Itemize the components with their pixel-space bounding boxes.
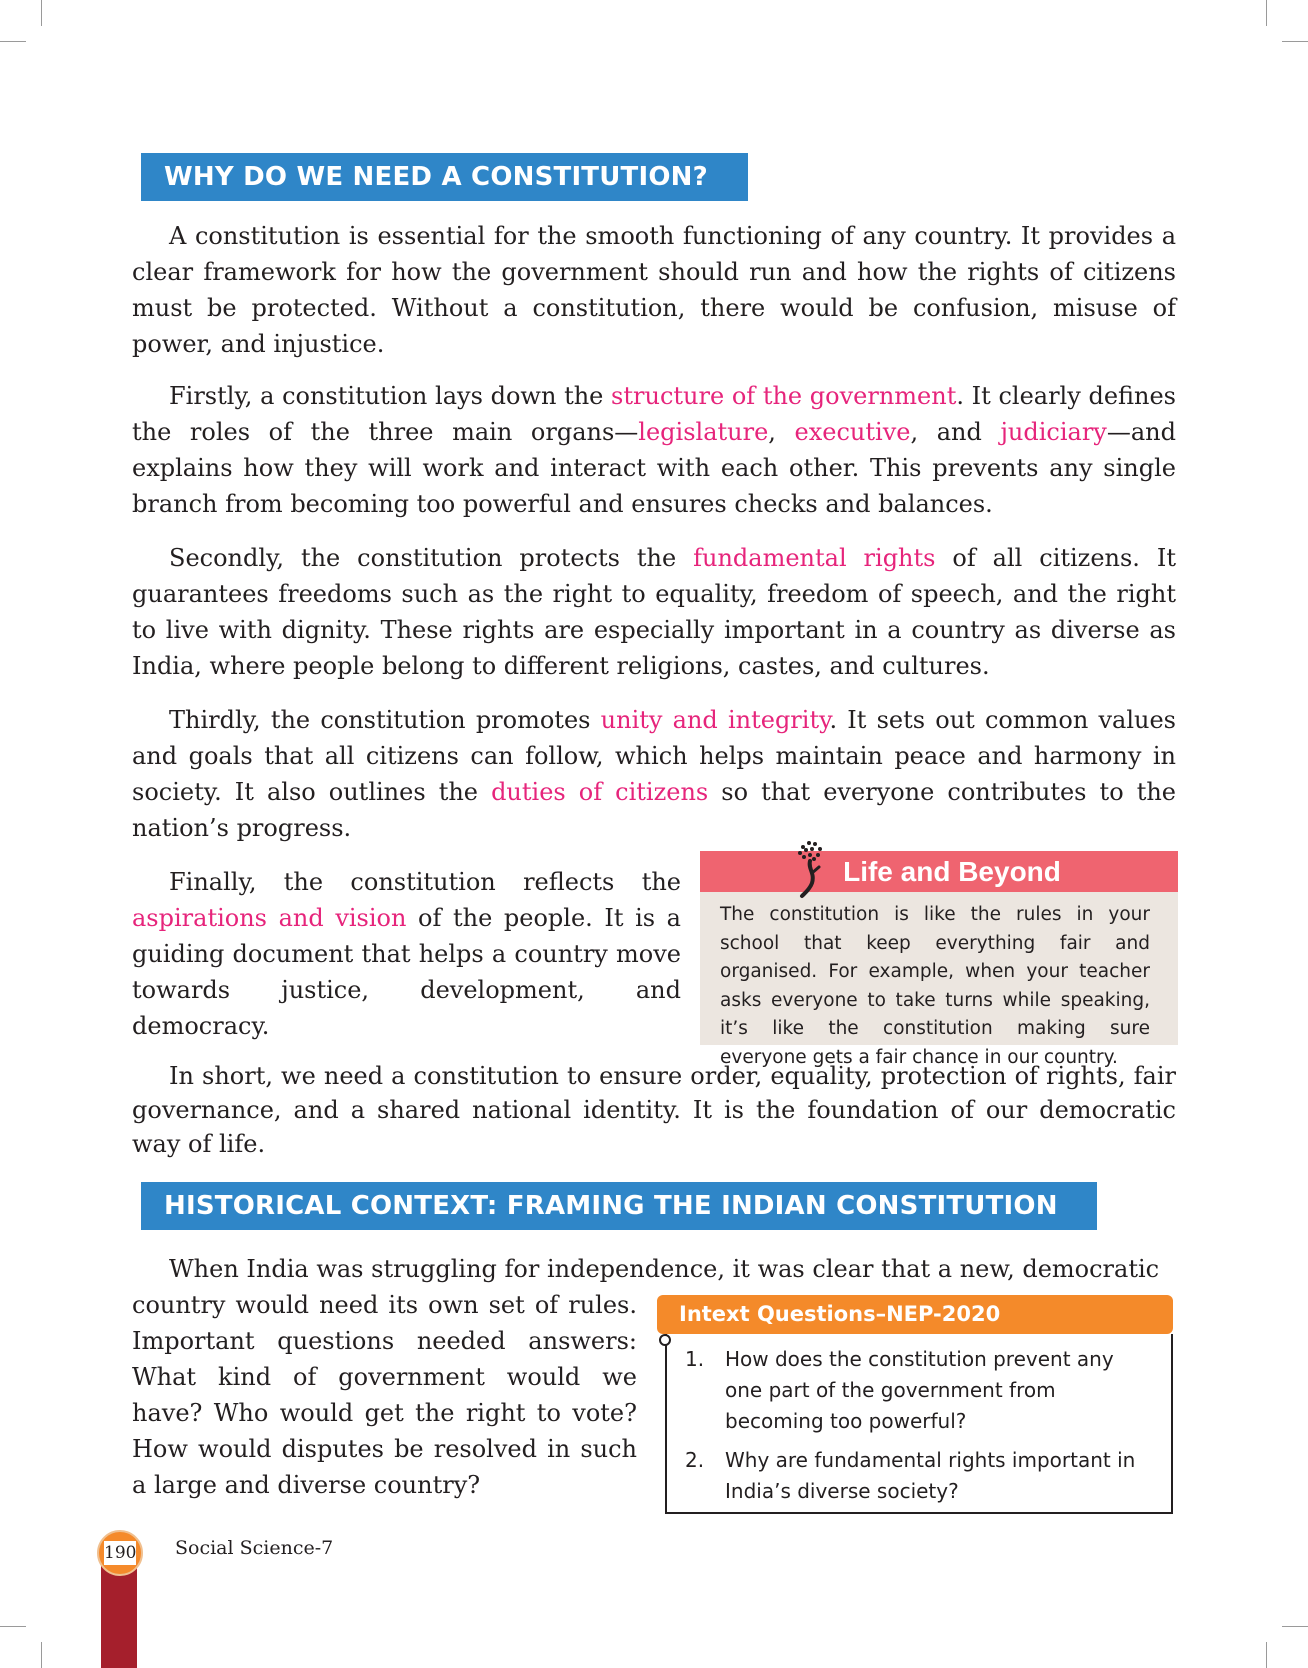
text: , and <box>910 418 1001 446</box>
crop-mark <box>41 0 42 26</box>
highlight-judiciary: judiciary <box>1000 418 1107 446</box>
crop-mark <box>1266 0 1267 26</box>
intext-questions-header: Intext Questions–NEP-2020 <box>657 1295 1173 1334</box>
text: so that everyone contributes to the nation’s progress. <box>132 778 1177 842</box>
text: Secondly, the constitution protects the <box>169 544 694 572</box>
highlight-executive: executive <box>794 418 911 446</box>
text: of all citizens. It guarantees freedoms such as the right to equality, freedom of speech, and the right to live with dignity. These rights are especially important in a country as diverse as India, where people belong to different religions, castes, and cultures. <box>132 544 1176 680</box>
text: , <box>768 418 795 446</box>
question-item <box>685 1344 1155 1437</box>
page-number-badge <box>97 1530 143 1576</box>
crop-mark <box>1266 1642 1267 1668</box>
paragraph-history: country would need its own set of rules. Important questions needed answers: What kind of government would we have? Who would get the right to vote? How would disputes be resolved in such a large and diverse country? <box>132 1291 637 1499</box>
tree-person-icon <box>795 837 827 899</box>
text: Firstly, a constitution lays down the <box>169 382 612 410</box>
paragraph-structure <box>132 378 1176 522</box>
question-number: 1. <box>685 1347 705 1371</box>
connector-dot <box>659 1334 671 1346</box>
crop-mark <box>41 1642 42 1668</box>
book-title: Social Science-7 <box>175 1537 334 1559</box>
text: . It clearly defines the roles of the three main organs— <box>132 382 1177 446</box>
highlight-structure: structure of the government <box>611 382 957 410</box>
intext-questions-box <box>665 1334 1173 1514</box>
life-and-beyond-box <box>700 851 1178 1068</box>
highlight-fundamental-rights: fundamental rights <box>693 544 936 572</box>
section-heading-why-constitution: WHY DO WE NEED A CONSTITUTION? <box>141 153 748 201</box>
text: Thirdly, the constitution promotes <box>169 706 601 734</box>
highlight-legislature: legislature <box>638 418 769 446</box>
highlight-duties: duties of citizens <box>491 778 709 806</box>
paragraph-history-first-line: When India was struggling for independence, it was clear that a new, democratic <box>169 1255 1160 1283</box>
paragraph-summary: In short, we need a constitution to ensure order, equality, protection of rights, fair governance, and a shared national identity. It is the foundation of our democratic way of life. <box>132 1062 1176 1158</box>
highlight-aspirations: aspirations and vision <box>132 904 407 932</box>
question-number: 2. <box>685 1448 705 1472</box>
text: . It sets out common values and goals that all citizens can follow, which helps maintain peace and harmony in society. It also outlines the <box>132 706 1177 806</box>
question-item <box>685 1445 1155 1507</box>
section-heading-historical-context: HISTORICAL CONTEXT: FRAMING THE INDIAN CONSTITUTION <box>141 1182 1097 1230</box>
life-and-beyond-header <box>700 851 1178 892</box>
question-text: How does the constitution prevent any one part of the government from becoming too powerful? <box>725 1347 1114 1433</box>
paragraph-aspirations <box>132 864 681 1044</box>
page-number: 190 <box>104 1543 137 1563</box>
life-and-beyond-title: Life and Beyond <box>843 856 1061 887</box>
text: —and explains how they will work and interact with each other. This prevents any single branch from becoming too powerful and ensures checks and balances. <box>132 418 1176 518</box>
crop-mark <box>0 41 26 42</box>
crop-mark <box>1282 1626 1308 1627</box>
paragraph-rights <box>132 540 1176 684</box>
paragraph-intro: A constitution is essential for the smooth functioning of any country. It provides a clear framework for how the government should run and how the rights of citizens must be protected. Without a constitution, there would be confusion, misuse of power, and injustice. <box>132 222 1176 358</box>
question-text: Why are fundamental rights important in India’s diverse society? <box>725 1448 1136 1503</box>
highlight-unity: unity and integrity <box>600 706 830 734</box>
text: Finally, the constitution reflects the <box>169 868 681 896</box>
paragraph-unity <box>132 702 1176 846</box>
life-and-beyond-text: The constitution is like the rules in your school that keep everything fair and organised. For example, when your teacher asks everyone to take turns while speaking, it’s like the constitution making sure everyone gets a fair chance in our country. <box>720 904 1150 1068</box>
crop-mark <box>1282 41 1308 42</box>
text: of the people. It is a guiding document that helps a country move towards justice, development, and democracy. <box>132 904 681 1040</box>
crop-mark <box>0 1626 26 1627</box>
